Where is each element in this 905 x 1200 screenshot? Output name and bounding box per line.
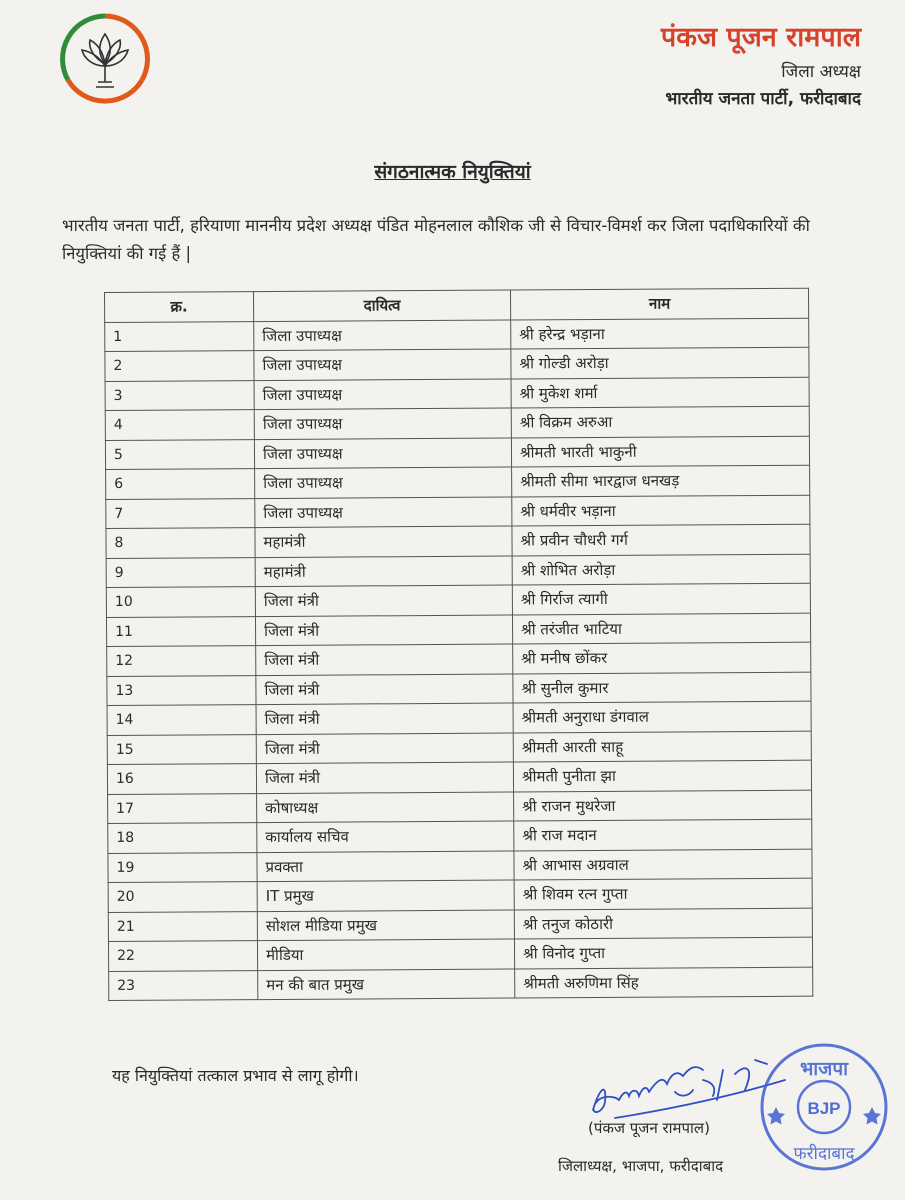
stamp-star-left-icon (767, 1107, 785, 1125)
table-row (107, 672, 811, 706)
cell-serial: 23 (109, 970, 258, 1000)
cell-name: श्रीमती पुनीता झा (513, 760, 811, 791)
cell-responsibility: जिला मंत्री (256, 703, 513, 734)
cell-serial: 5 (105, 439, 254, 469)
cell-serial: 13 (107, 675, 256, 705)
cell-serial: 17 (108, 793, 257, 823)
table-row (105, 377, 809, 411)
table-row (108, 790, 812, 824)
cell-serial: 19 (108, 852, 257, 882)
cell-name: श्री सुनील कुमार (513, 672, 811, 703)
cell-name: श्रीमती अनुराधा डंगवाल (513, 701, 811, 732)
cell-name: श्री शोभित अरोड़ा (512, 554, 810, 585)
table-row (105, 318, 809, 352)
table-row (105, 436, 809, 470)
cell-name: श्री मुकेश शर्मा (511, 377, 809, 408)
table-row (109, 967, 813, 1001)
cell-name: श्री तरंजीत भाटिया (512, 613, 810, 644)
table-body (105, 318, 813, 1001)
table-row (108, 819, 812, 853)
cell-serial: 2 (105, 351, 254, 381)
header-serial: क्र. (105, 292, 254, 322)
stamp-star-right-icon (863, 1107, 881, 1125)
cell-serial: 7 (106, 498, 255, 528)
table-row (106, 613, 810, 647)
table-header-row (105, 288, 809, 322)
table-row (108, 908, 812, 942)
table-row (106, 524, 810, 558)
stamp-bottom-text: फरीदाबाद (793, 1144, 855, 1164)
cell-name: श्री प्रवीन चौधरी गर्ग (512, 524, 810, 555)
cell-serial: 1 (105, 321, 254, 351)
letterhead (661, 20, 861, 111)
cell-responsibility: जिला मंत्री (256, 644, 513, 675)
cell-serial: 15 (107, 734, 256, 764)
cell-responsibility: महामंत्री (255, 556, 512, 587)
signatory-designation: जिलाध्यक्ष, भाजपा, फरीदाबाद (558, 1157, 724, 1175)
cell-serial: 9 (106, 557, 255, 587)
appointments-table (104, 288, 813, 1001)
cell-responsibility: जिला उपाध्यक्ष (254, 438, 511, 469)
letterhead-post: जिला अध्यक्ष (781, 62, 861, 82)
cell-serial: 8 (106, 528, 255, 558)
document-title: संगठनात्मक नियुक्तियां (374, 161, 531, 183)
cell-name: श्री मनीष छोंकर (513, 642, 811, 673)
cell-serial: 21 (108, 911, 257, 941)
cell-serial: 10 (106, 587, 255, 617)
cell-name: श्री शिवम रत्न गुप्ता (514, 878, 812, 909)
cell-serial: 22 (108, 941, 257, 971)
cell-serial: 4 (105, 410, 254, 440)
signatory-name: (पंकज पूजन रामपाल) (588, 1119, 710, 1137)
cell-responsibility: IT प्रमुख (257, 880, 514, 911)
table-row (107, 731, 811, 765)
table-row (106, 495, 810, 529)
cell-responsibility: जिला मंत्री (256, 674, 513, 705)
cell-serial: 14 (107, 705, 256, 735)
cell-name: श्री राज मदान (514, 819, 812, 850)
cell-responsibility: जिला उपाध्यक्ष (254, 379, 511, 410)
cell-name: श्री विनोद गुप्ता (514, 937, 812, 968)
cell-responsibility: जिला उपाध्यक्ष (254, 349, 511, 380)
cell-name: श्रीमती आरती साहू (513, 731, 811, 762)
cell-name: श्री आभास अग्रवाल (514, 849, 812, 880)
cell-serial: 11 (106, 616, 255, 646)
cell-name: श्रीमती भारती भाकुनी (511, 436, 809, 467)
effective-note: यह नियुक्तियां तत्काल प्रभाव से लागू होगी। (112, 1066, 359, 1085)
table-row (105, 347, 809, 381)
table-row (108, 878, 812, 912)
cell-serial: 6 (106, 469, 255, 499)
cell-responsibility: जिला मंत्री (256, 733, 513, 764)
bjp-lotus-logo-icon (58, 12, 152, 106)
table-row (106, 583, 810, 617)
cell-responsibility: मीडिया (257, 939, 514, 970)
letterhead-name: पंकज पूजन रामपाल (660, 22, 861, 53)
cell-responsibility: मन की बात प्रमुख (258, 969, 515, 1000)
table-row (108, 849, 812, 883)
cell-responsibility: जिला उपाध्यक्ष (254, 408, 511, 439)
cell-name: श्रीमती सीमा भारद्वाज धनखड़ (512, 465, 810, 496)
table-row (107, 701, 811, 735)
cell-responsibility: महामंत्री (255, 526, 512, 557)
cell-responsibility: जिला मंत्री (255, 585, 512, 616)
table-row (107, 760, 811, 794)
letterhead-party: भारतीय जनता पार्टी, फरीदाबाद (665, 89, 861, 109)
cell-name: श्रीमती अरुणिमा सिंह (515, 967, 813, 998)
cell-serial: 20 (108, 882, 257, 912)
table-row (106, 465, 810, 499)
table-row (105, 406, 809, 440)
table-row (107, 642, 811, 676)
cell-responsibility: सोशल मीडिया प्रमुख (257, 910, 514, 941)
cell-name: श्री गिर्राज त्यागी (512, 583, 810, 614)
bjp-seal-stamp (756, 1035, 892, 1175)
cell-serial: 12 (107, 646, 256, 676)
table-row (108, 937, 812, 971)
cell-responsibility: जिला मंत्री (256, 762, 513, 793)
cell-responsibility: प्रवक्ता (257, 851, 514, 882)
stamp-center-text: BJP (807, 1099, 841, 1118)
cell-name: श्री तनुज कोठारी (514, 908, 812, 939)
cell-name: श्री विक्रम अरुआ (511, 406, 809, 437)
header-responsibility: दायित्व (254, 290, 511, 321)
intro-paragraph: भारतीय जनता पार्टी, हरियाणा माननीय प्रदेश अध्यक्ष पंडित मोहनलाल कौशिक जी से विचार-विमर्श कर जिला पदाधिकारियों की नियुक्तियां की गई हैं | (62, 216, 810, 263)
cell-name: श्री राजन मुथरेजा (514, 790, 812, 821)
cell-serial: 16 (107, 764, 256, 794)
cell-responsibility: जिला उपाध्यक्ष (255, 497, 512, 528)
header-name: नाम (510, 288, 808, 319)
cell-serial: 3 (105, 380, 254, 410)
cell-responsibility: जिला मंत्री (255, 615, 512, 646)
stamp-top-text: भाजपा (799, 1058, 849, 1080)
cell-responsibility: कोषाध्यक्ष (257, 792, 514, 823)
cell-serial: 18 (108, 823, 257, 853)
cell-responsibility: जिला उपाध्यक्ष (254, 320, 511, 351)
cell-responsibility: कार्यालय सचिव (257, 821, 514, 852)
cell-name: श्री हरेन्द्र भड़ाना (511, 318, 809, 349)
table-row (106, 554, 810, 588)
cell-name: श्री गोल्डी अरोड़ा (511, 347, 809, 378)
cell-responsibility: जिला उपाध्यक्ष (255, 467, 512, 498)
cell-name: श्री धर्मवीर भड़ाना (512, 495, 810, 526)
